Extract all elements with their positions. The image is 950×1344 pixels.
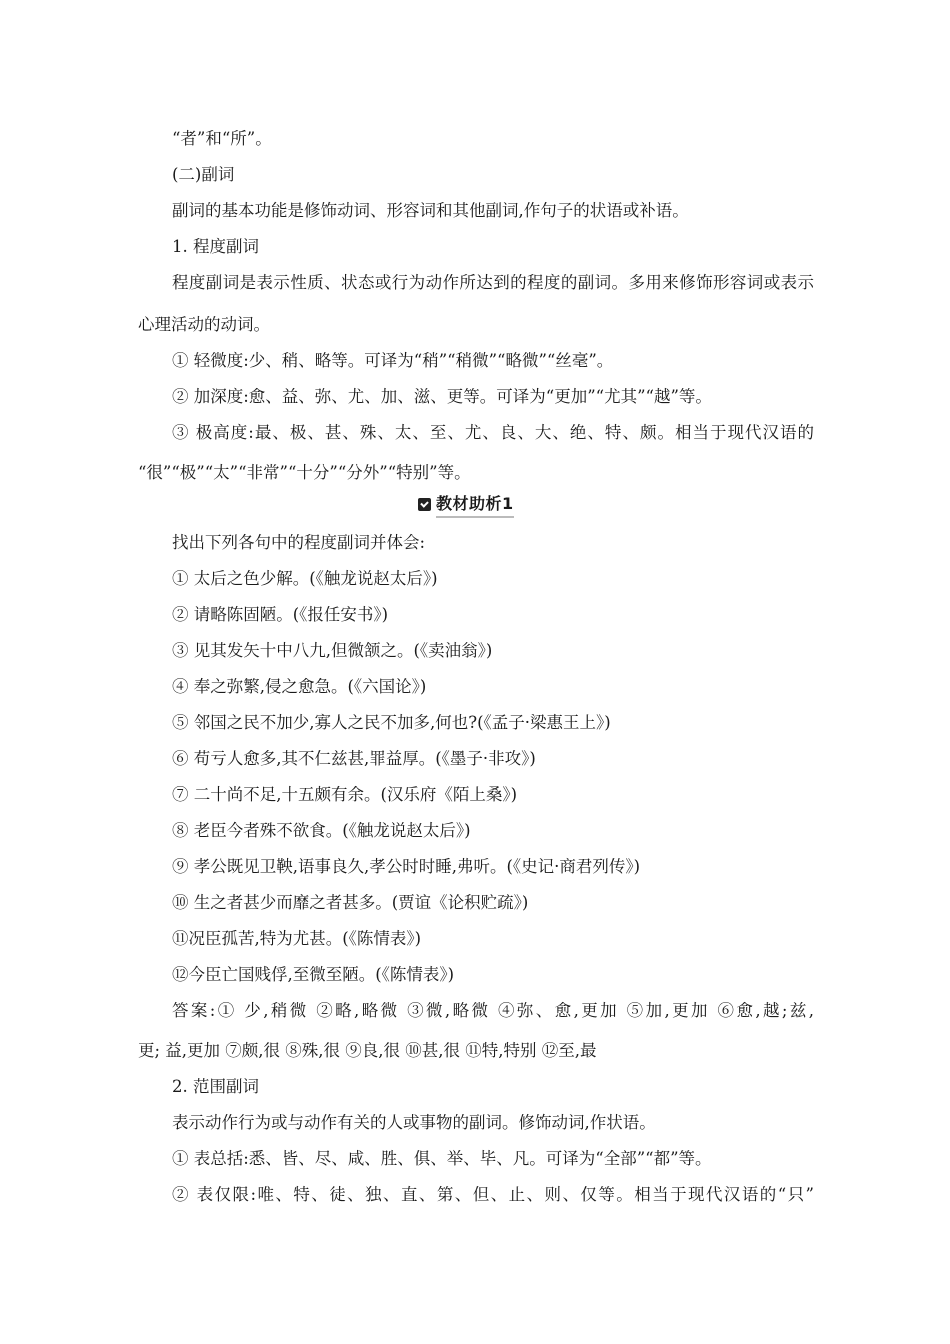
list-item: ⑤ 邻国之民不加少,寡人之民不加多,何也?(《孟子·梁惠王上》) — [172, 713, 611, 732]
text-line: ③ 极高度:最、极、甚、殊、太、至、尤、良、大、绝、特、颇。相当于现代汉语的 — [172, 423, 814, 442]
exercise-prompt: 找出下列各句中的程度副词并体会: — [172, 533, 426, 552]
list-item: ⑪况臣孤苦,特为尤甚。(《陈情表》) — [172, 929, 422, 948]
section-subtitle: (二)副词 — [172, 165, 235, 184]
list-item: ② 请略陈固陋。(《报任安书》) — [172, 605, 389, 624]
text-line: ① 表总括:悉、皆、尽、咸、胜、俱、举、毕、凡。可译为“全部”“都”等。 — [172, 1149, 712, 1168]
list-item: ⑫今臣亡国贱俘,至微至陋。(《陈情表》) — [172, 965, 455, 984]
subsection-title: 1. 程度副词 — [172, 237, 259, 256]
section-heading — [418, 492, 514, 516]
subsection-title: 2. 范围副词 — [172, 1077, 259, 1096]
text-line: “很”“极”“太”“非常”“十分”“分外”“特别”等。 — [138, 463, 471, 482]
text-line: ② 表仅限:唯、特、徒、独、直、第、但、止、则、仅等。相当于现代汉语的“只” — [172, 1185, 814, 1204]
text-line: 心理活动的动词。 — [138, 315, 270, 334]
list-item: ⑥ 苟亏人愈多,其不仁兹甚,罪益厚。(《墨子·非攻》) — [172, 749, 536, 768]
list-item: ① 太后之色少解。(《触龙说赵太后》) — [172, 569, 438, 588]
text-line: ② 加深度:愈、益、弥、尤、加、滋、更等。可译为“更加”“尤其”“越”等。 — [172, 387, 712, 406]
text-line: 程度副词是表示性质、状态或行为动作所达到的程度的副词。多用来修饰形容词或表示 — [172, 273, 814, 292]
text-line: “者”和“所”。 — [172, 129, 272, 148]
list-item: ⑩ 生之者甚少而靡之者甚多。(贾谊《论积贮疏》) — [172, 893, 529, 912]
text-line: 副词的基本功能是修饰动词、形容词和其他副词,作句子的状语或补语。 — [172, 201, 689, 220]
list-item: ⑦ 二十尚不足,十五颇有余。(汉乐府《陌上桑》) — [172, 785, 518, 804]
text-line: ① 轻微度:少、稍、略等。可译为“稍”“稍微”“略微”“丝毫”。 — [172, 351, 614, 370]
list-item: ⑨ 孝公既见卫鞅,语事良久,孝公时时睡,弗听。(《史记·商君列传》) — [172, 857, 641, 876]
section-heading-label: 教材助析1 — [436, 491, 514, 518]
list-item: ③ 见其发矢十中八九,但微颔之。(《卖油翁》) — [172, 641, 493, 660]
answer-line: 答案:① 少,稍微 ②略,略微 ③微,略微 ④弥、愈,更加 ⑤加,更加 ⑥愈,越;兹, — [172, 1001, 814, 1020]
text-line: 表示动作行为或与动作有关的人或事物的副词。修饰动词,作状语。 — [172, 1113, 656, 1132]
list-item: ⑧ 老臣今者殊不欲食。(《触龙说赵太后》) — [172, 821, 471, 840]
list-item: ④ 奉之弥繁,侵之愈急。(《六国论》) — [172, 677, 427, 696]
check-box-icon — [418, 498, 431, 511]
answer-line: 更; 益,更加 ⑦颇,很 ⑧殊,很 ⑨良,很 ⑩甚,很 ⑪特,特别 ⑫至,最 — [138, 1041, 597, 1060]
